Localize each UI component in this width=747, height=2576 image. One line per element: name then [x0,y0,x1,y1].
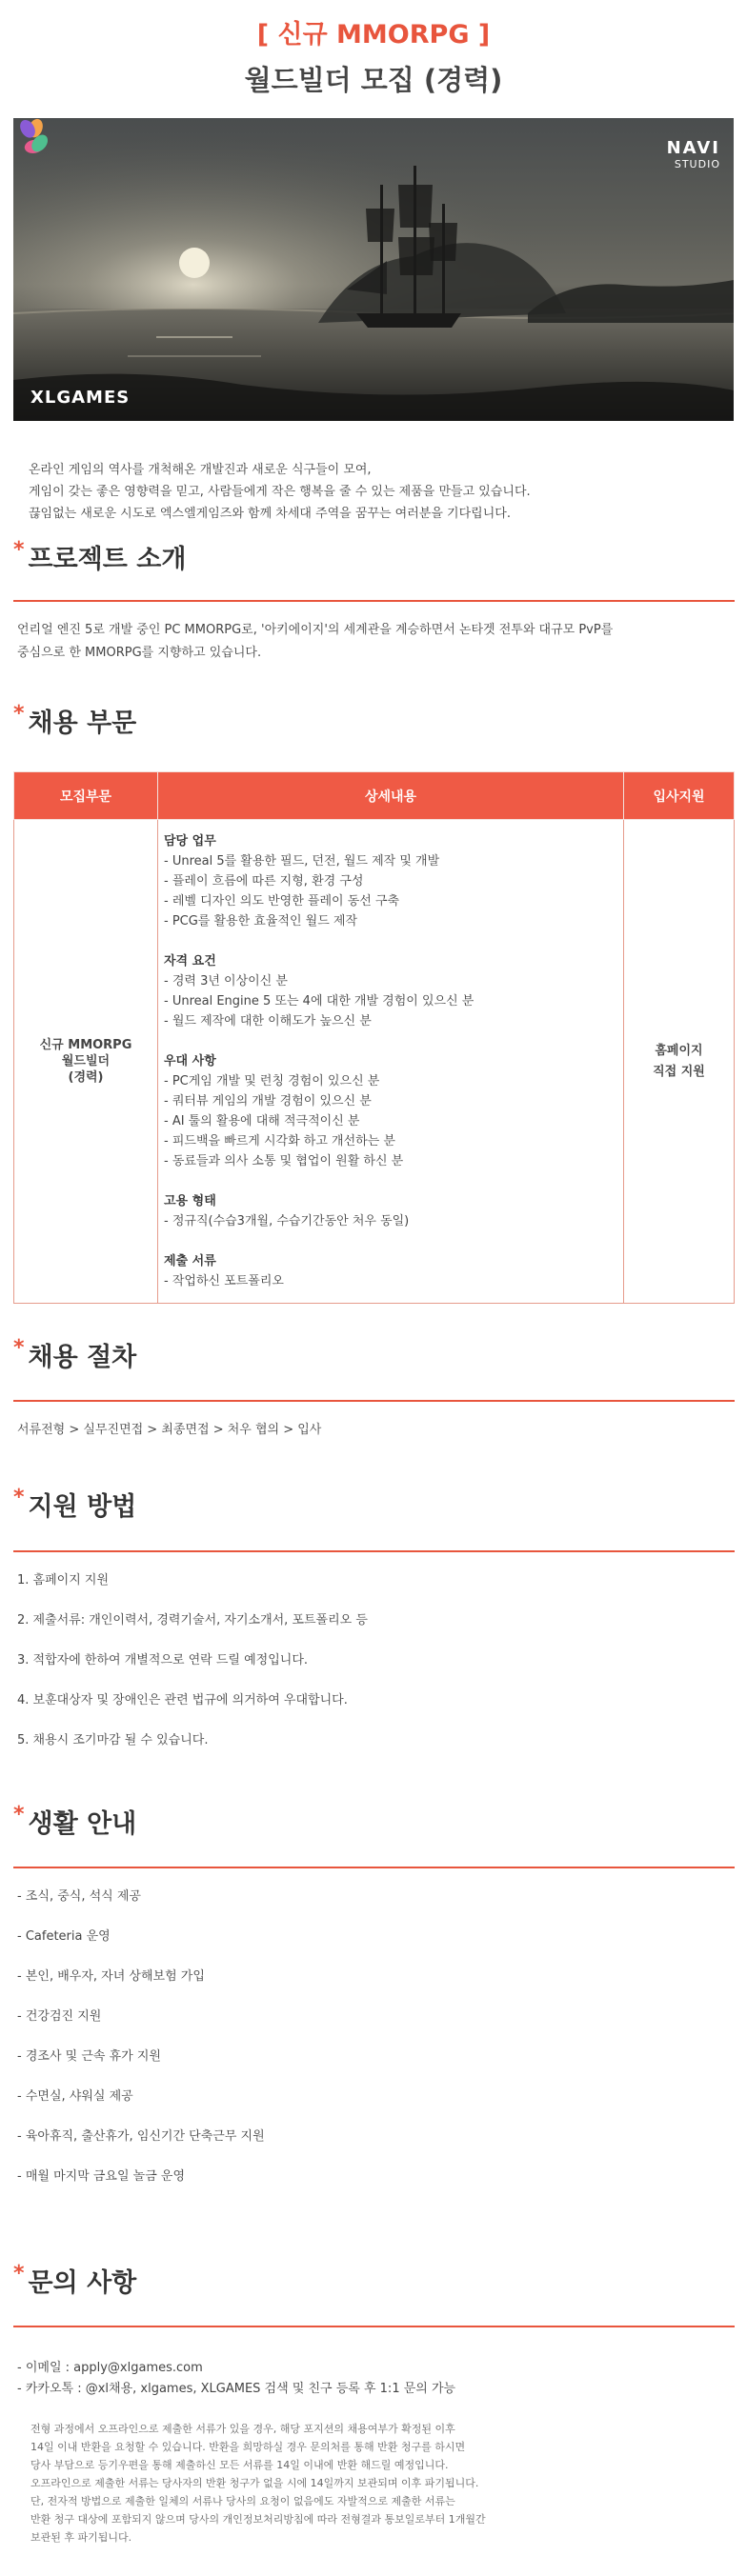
process-steps: 서류전형 > 실무진면접 > 최종면접 > 처우 협의 > 입사 [17,1423,322,1437]
detail-item: - PC게임 개발 및 런칭 경험이 있으신 분 [164,1074,380,1088]
list-item: - 수면실, 샤워실 제공 [17,2089,133,2104]
detail-group-title: 우대 사항 [164,1054,216,1068]
apply-line: 직접 지원 [653,1064,705,1079]
intro-line: 끊임없는 새로운 시도로 엑스엘게임즈와 함께 차세대 주역을 꿈꾸는 여러분을 기다립니다. [29,507,511,521]
contact-email[interactable]: - 이메일 : apply@xlgames.com [17,2361,203,2375]
contact-kakao: - 카카오톡 : @xl채용, xlgames, XLGAMES 검색 및 친구 등록 후 1:1 문의 가능 [17,2382,456,2396]
list-item: 2. 제출서류: 개인이력서, 경력기술서, 자기소개서, 포트폴리오 등 [17,1613,368,1627]
position-line: 신규 MMORPG [39,1038,132,1052]
section-title-text: 프로젝트 소개 [28,545,187,574]
notice-line: 당사 부담으로 등기우편을 통해 제출하신 모든 서류를 14일 이내에 반환 해드릴 예정입니다. [30,2459,449,2471]
list-item: 1. 홈페이지 지원 [17,1573,110,1588]
section-title-positions [13,702,136,739]
detail-group [164,951,617,1031]
section-title-text: 채용 절차 [28,1343,137,1372]
notice-line: 반환 청구 대상에 포함되지 않으며 당사의 개인정보처리방침에 따라 전형결과 통보일로부터 1개월간 [30,2513,486,2526]
document-return-notice [30,2420,564,2546]
section-divider [13,2326,735,2327]
header-position: 모집부문 [14,772,158,820]
project-line: 중심으로 한 MMORPG를 지향하고 있습니다. [17,646,262,660]
detail-item: - 정규직(수습3개월, 수습기간동안 처우 동일) [164,1214,410,1228]
section-title-project [13,538,186,575]
apply-line: 홈페이지 [655,1043,703,1058]
list-item: 5. 채용시 조기마감 될 수 있습니다. [17,1733,209,1747]
project-description [17,619,732,665]
notice-line: 단, 전자적 방법으로 제출한 일체의 서류나 당사의 요청이 없음에도 자발적으로 제출한 서류는 [30,2495,455,2507]
positions-table [13,771,735,1304]
table-header-row [14,772,735,820]
intro-line: 게임이 갖는 좋은 영향력을 믿고, 사람들에게 작은 행복을 줄 수 있는 제품을 만들고 있습니다. [29,485,531,499]
list-item: - 경조사 및 근속 휴가 지원 [17,2049,161,2064]
asterisk-icon: * [13,1486,25,1509]
detail-item: - 작업하신 포트폴리오 [164,1274,284,1288]
detail-group [164,1251,617,1291]
asterisk-icon: * [13,1336,25,1360]
list-item: - 본인, 배우자, 자녀 상해보험 가입 [17,1969,205,1984]
detail-item: - PCG를 활용한 효율적인 월드 제작 [164,914,358,929]
apply-cell [624,820,735,1304]
asterisk-icon: * [13,538,25,562]
position-line: 월드빌더 [61,1054,111,1068]
detail-group-title: 담당 업무 [164,834,216,849]
detail-item: - Unreal Engine 5 또는 4에 대한 개발 경험이 있으신 분 [164,994,474,1008]
project-line: 언리얼 엔진 5로 개발 중인 PC MMORPG로, '아키에이지'의 세계관을 계승하면서 논타겟 전투와 대규모 PvP를 [17,623,614,637]
notice-line: 전형 과정에서 오프라인으로 제출한 서류가 있을 경우, 해당 포지션의 채용여부가 확정된 이후 [30,2423,455,2435]
section-divider [13,1867,735,1868]
notice-line: 14일 이내 반환을 요청할 수 있습니다. 반환을 희망하실 경우 문의처를 통해 반환 청구를 하시면 [30,2441,466,2453]
detail-group [164,831,617,931]
detail-group-title: 제출 서류 [164,1254,216,1268]
ship-scene-illustration [13,118,734,421]
contact-info [17,2358,455,2400]
detail-item: - 월드 제작에 대한 이해도가 높으신 분 [164,1014,372,1028]
section-title-life [13,1803,136,1840]
hero-banner [13,118,734,421]
list-item: - 건강검진 지원 [17,2009,102,2024]
header-apply: 입사지원 [624,772,735,820]
section-title-text: 지원 방법 [28,1492,137,1522]
list-item: - 매월 마지막 금요일 놀금 운영 [17,2169,186,2184]
section-title-apply [13,1486,136,1523]
details-cell [158,820,624,1304]
position-cell [14,820,158,1304]
detail-group [164,1191,617,1231]
xlgames-logo: XLGAMES [30,388,131,408]
list-item: - 조식, 중식, 석식 제공 [17,1889,141,1904]
posting-header [0,0,747,101]
navi-logo-line1: NAVI [666,138,720,158]
intro-text [29,459,747,525]
header-details: 상세내용 [158,772,624,820]
notice-line: 보관된 후 파기됩니다. [30,2531,132,2544]
posting-title: 월드빌더 모집 (경력) [244,64,503,96]
apply-method-list [17,1571,368,1771]
detail-item: - 피드백을 빠르게 시각화 하고 개선하는 분 [164,1134,395,1148]
detail-item: - Unreal 5를 활용한 필드, 던전, 월드 제작 및 개발 [164,854,440,869]
list-item: - 육아휴직, 출산휴가, 임신기간 단축근무 지원 [17,2129,265,2144]
detail-item: - AI 툴의 활용에 대해 적극적이신 분 [164,1114,360,1128]
detail-item: - 경력 3년 이상이신 분 [164,974,288,988]
position-line: (경력) [68,1070,104,1085]
detail-group-title: 고용 형태 [164,1194,216,1208]
section-title-process [13,1336,136,1373]
benefits-list [17,1887,265,2207]
posting-subtitle: [ 신규 MMORPG ] [256,20,491,50]
navi-logo-line2: STUDIO [674,158,720,170]
asterisk-icon: * [13,1803,25,1827]
asterisk-icon: * [13,2262,25,2286]
section-title-text: 채용 부문 [28,709,137,738]
navi-flower-icon [13,118,51,156]
list-item: 4. 보훈대상자 및 장애인은 관련 법규에 의거하여 우대합니다. [17,1693,348,1707]
detail-item: - 쿼터뷰 게임의 개발 경험이 있으신 분 [164,1094,372,1108]
detail-group-title: 자격 요건 [164,954,216,968]
section-divider [13,1400,735,1402]
section-divider [13,600,735,602]
asterisk-icon: * [13,702,25,726]
section-title-text: 문의 사항 [28,2268,137,2298]
detail-group [164,1051,617,1171]
section-title-contact [13,2262,136,2299]
section-title-text: 생활 안내 [28,1809,137,1839]
detail-item: - 플레이 흐름에 따른 지형, 환경 구성 [164,874,364,889]
list-item: 3. 적합자에 한하여 개별적으로 연락 드릴 예정입니다. [17,1653,309,1667]
intro-line: 온라인 게임의 역사를 개척해온 개발진과 새로운 식구들이 모여, [29,463,372,477]
table-row [14,820,735,1304]
detail-item: - 동료들과 의사 소통 및 협업이 원활 하신 분 [164,1154,404,1168]
section-divider [13,1550,735,1552]
navi-studio-logo [657,139,720,170]
list-item: - Cafeteria 운영 [17,1929,111,1944]
notice-line: 오프라인으로 제출한 서류는 당사자의 반환 청구가 없을 시에 14일까지 보관되며 이후 파기됩니다. [30,2477,479,2489]
detail-item: - 레벨 디자인 의도 반영한 플레이 동선 구축 [164,894,400,909]
